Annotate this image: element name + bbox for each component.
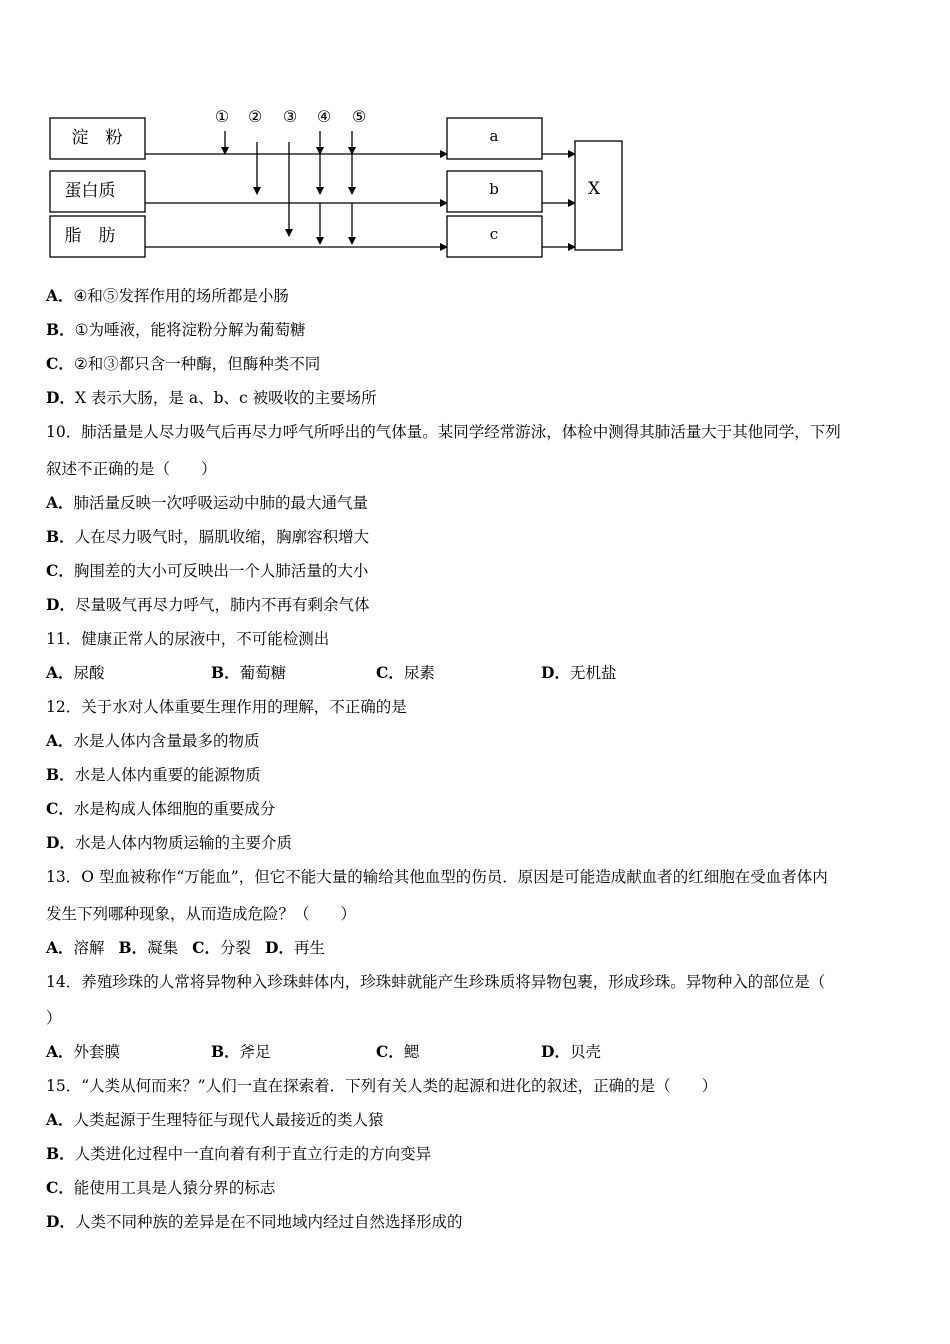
q14-options (46, 1042, 706, 1062)
q12-option-c: C．水是构成人体细胞的重要成分 (46, 799, 276, 818)
q15-option-d: D．人类不同种族的差异是在不同地域内经过自然选择形成的 (46, 1212, 463, 1231)
q13-option-a: A．溶解 (46, 938, 105, 957)
q9-option-a: A．④和⑤发挥作用的场所都是小肠 (46, 286, 289, 305)
q9-option-d: D．X 表示大肠，是 a、b、c 被吸收的主要场所 (46, 388, 377, 407)
label-starch: 淀 粉 (71, 128, 123, 148)
q14-option-c: C．鳃 (376, 1042, 420, 1061)
q11-option-d: D．无机盐 (541, 663, 617, 682)
label-b: b (489, 180, 499, 198)
q13-option-d: D．再生 (265, 938, 325, 957)
q10-stem-line1: 10．肺活量是人尽力吸气后再尽力呼气所呼出的气体量。某同学经常游泳，体检中测得其肺活量大于其他同学，下列 (46, 423, 841, 441)
q9-option-c: C．②和③都只含一种酶，但酶种类不同 (46, 354, 321, 373)
q10-option-c: C．胸围差的大小可反映出一个人肺活量的大小 (46, 561, 369, 580)
label-a: a (489, 127, 499, 145)
q12-stem: 12．关于水对人体重要生理作用的理解，不正确的是 (46, 698, 407, 716)
q15-stem: 15．“人类从何而来？”人们一直在探索着．下列有关人类的起源和进化的叙述，正确的是（ ） (46, 1077, 718, 1095)
label-enzyme1: ① (214, 107, 230, 126)
q14-option-a: A．外套膜 (46, 1042, 121, 1061)
q10-option-b: B．人在尽力吸气时，膈肌收缩，胸廓容积增大 (46, 527, 370, 546)
q9-option-b: B．①为唾液，能将淀粉分解为葡萄糖 (46, 320, 306, 339)
label-enzyme3: ③ (282, 107, 298, 126)
q12-option-d: D．水是人体内物质运输的主要介质 (46, 833, 292, 852)
q11-option-b: B．葡萄糖 (211, 663, 287, 682)
label-enzyme4: ④ (316, 107, 332, 126)
q13-stem-line1: 13．O 型血被称作“万能血”，但它不能大量的输给其他血型的伤员．原因是可能造成献血者的红细胞在受血者体内 (46, 868, 828, 886)
label-x: X (587, 179, 601, 199)
q11-option-a: A．尿酸 (46, 663, 105, 682)
q12-option-a: A．水是人体内含量最多的物质 (46, 731, 260, 750)
q11-option-c: C．尿素 (376, 663, 435, 682)
q12-option-b: B．水是人体内重要的能源物质 (46, 765, 261, 784)
q10-option-a: A．肺活量反映一次呼吸运动中肺的最大通气量 (46, 493, 369, 512)
q11-options (46, 663, 706, 683)
q10-stem-line2: 叙述不正确的是（ ） (46, 460, 217, 478)
label-c: c (489, 225, 499, 243)
q14-stem-line2: ） (46, 1009, 62, 1027)
label-enzyme2: ② (247, 107, 263, 126)
q11-stem: 11．健康正常人的尿液中，不可能检测出 (46, 630, 330, 648)
q13-options (46, 938, 339, 958)
q15-option-b: B．人类进化过程中一直向着有利于直立行走的方向变异 (46, 1144, 432, 1163)
q14-stem-line1: 14．养殖珍珠的人常将异物种入珍珠蚌体内，珍珠蚌就能产生珍珠质将异物包裹，形成珍珠。异物种入的部位是（ (46, 973, 826, 991)
q13-option-b: B．凝集 (118, 938, 179, 957)
q14-option-d: D．贝壳 (541, 1042, 601, 1061)
q13-option-c: C．分裂 (192, 938, 252, 957)
q14-option-b: B．斧足 (211, 1042, 271, 1061)
label-fat: 脂 肪 (64, 226, 116, 246)
label-enzyme5: ⑤ (351, 107, 367, 126)
q10-option-d: D．尽量吸气再尽力呼气，肺内不再有剩余气体 (46, 595, 370, 614)
q13-stem-line2: 发生下列哪种现象，从而造成危险？（ ） (46, 905, 357, 923)
q15-option-a: A．人类起源于生理特征与现代人最接近的类人猿 (46, 1110, 384, 1129)
q15-option-c: C．能使用工具是人猿分界的标志 (46, 1178, 276, 1197)
digestion-diagram (0, 0, 950, 270)
label-protein: 蛋白质 (64, 181, 116, 201)
